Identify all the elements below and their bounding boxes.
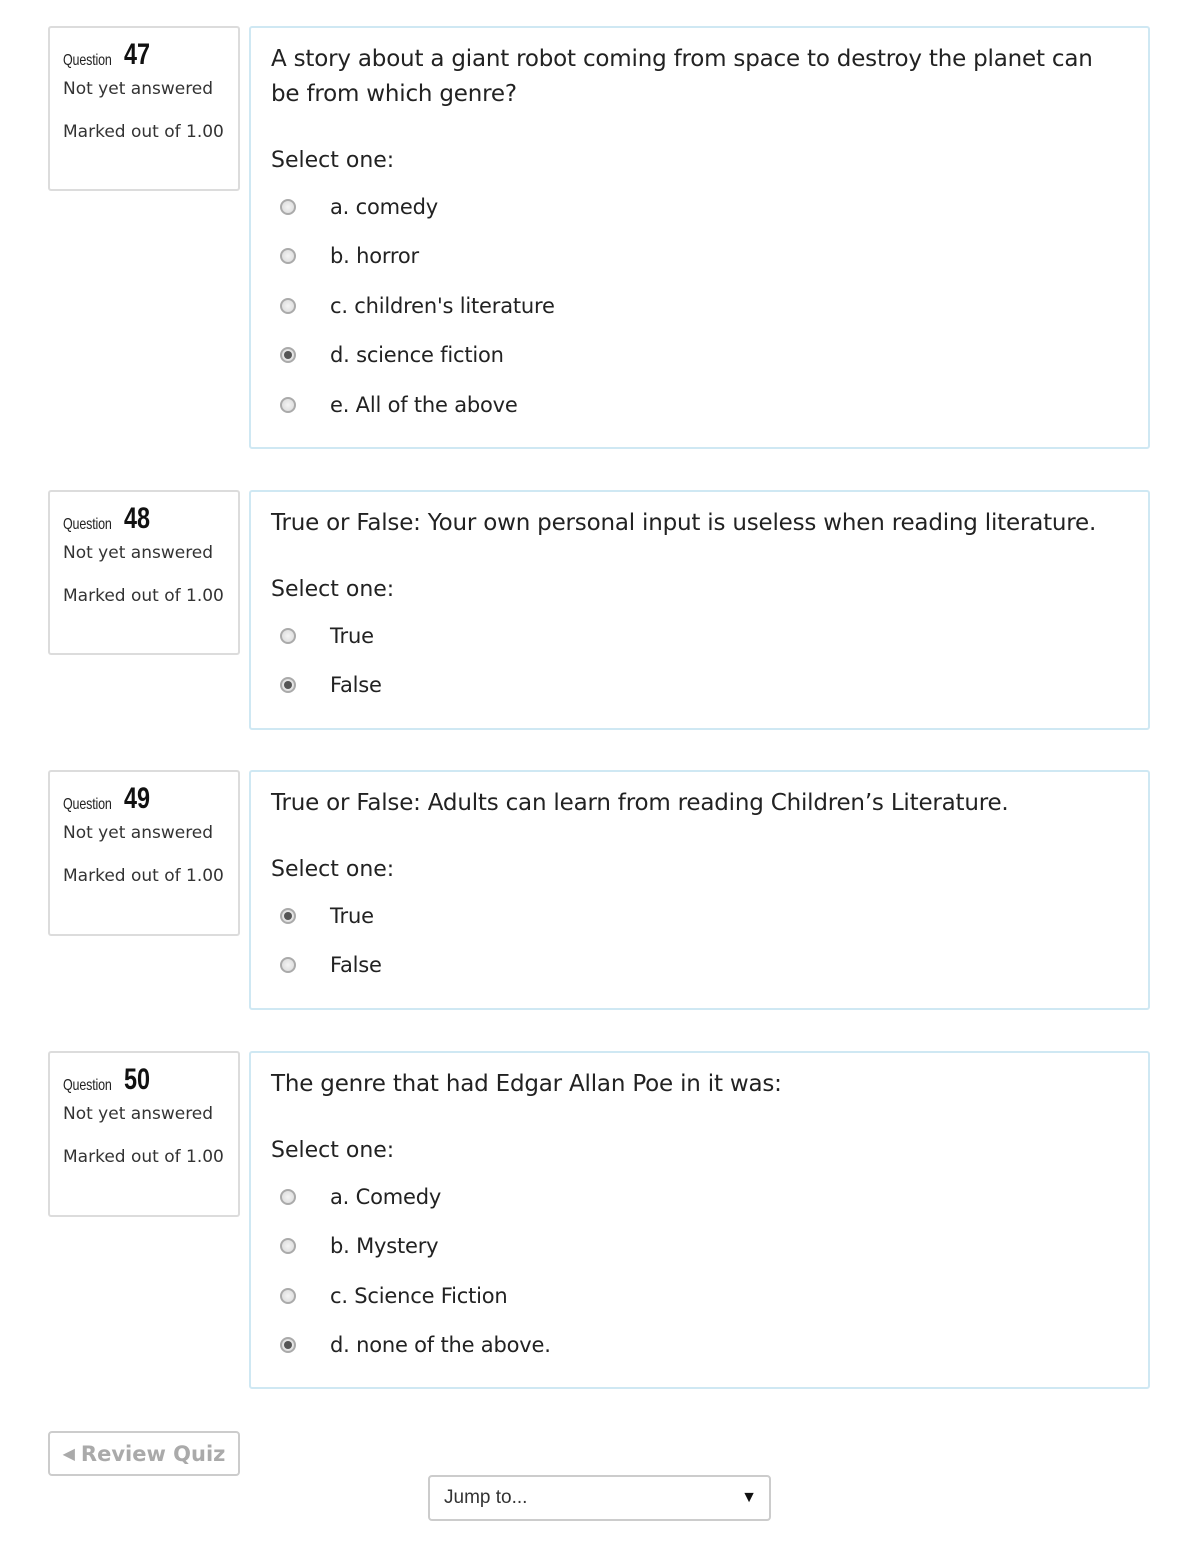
select-one-prompt: Select one:	[271, 1138, 395, 1163]
question-number-row	[63, 504, 226, 534]
radio-button[interactable]	[280, 628, 296, 644]
question-grade: Marked out of 1.00	[63, 1147, 224, 1167]
option-label[interactable]: c. children's literature	[330, 293, 555, 318]
question-number: 48	[124, 502, 151, 535]
question-info	[48, 490, 240, 655]
question-state: Not yet answered	[63, 1104, 214, 1124]
question-number: 50	[124, 1063, 151, 1096]
option-label[interactable]: False	[330, 953, 382, 978]
radio-button[interactable]	[280, 1238, 296, 1254]
radio-button-selected[interactable]	[280, 347, 296, 363]
radio-button[interactable]	[280, 1288, 296, 1304]
select-one-prompt: Select one:	[271, 577, 395, 602]
question-word: Question	[63, 1077, 112, 1094]
radio-button[interactable]	[280, 1189, 296, 1205]
answer-option[interactable]	[271, 661, 1128, 711]
option-label[interactable]: c. Science Fiction	[330, 1283, 508, 1308]
question-info	[48, 770, 240, 936]
question-number-row	[63, 40, 226, 70]
radio-button[interactable]	[280, 298, 296, 314]
option-label[interactable]: a. comedy	[330, 194, 438, 219]
answer-option[interactable]	[271, 281, 1128, 331]
answer-option[interactable]	[271, 1222, 1128, 1272]
option-label[interactable]: True	[330, 903, 374, 928]
left-triangle-icon: ◀	[62, 1444, 75, 1463]
question-content	[249, 26, 1150, 449]
question-word: Question	[63, 796, 112, 813]
question-state: Not yet answered	[63, 79, 214, 99]
question-grade: Marked out of 1.00	[63, 866, 224, 886]
option-label[interactable]: True	[330, 623, 374, 648]
option-label[interactable]: d. science fiction	[330, 343, 504, 368]
answer-option[interactable]	[271, 182, 1128, 232]
answer-option[interactable]	[271, 232, 1128, 282]
answer-option[interactable]	[271, 1271, 1128, 1321]
question-text: The genre that had Edgar Allan Poe in it was:	[271, 1071, 782, 1097]
question-text: A story about a giant robot coming from space to destroy the planet can be from which genre?	[271, 46, 1093, 107]
question-word: Question	[63, 52, 112, 69]
select-one-prompt: Select one:	[271, 148, 395, 173]
jump-to-select[interactable]	[428, 1475, 771, 1521]
question-text: True or False: Your own personal input is useless when reading literature.	[271, 510, 1097, 536]
answer-option[interactable]	[271, 611, 1128, 661]
radio-button-selected[interactable]	[280, 908, 296, 924]
option-label[interactable]: d. none of the above.	[330, 1333, 551, 1358]
radio-button[interactable]	[280, 397, 296, 413]
answer-option[interactable]	[271, 1172, 1128, 1222]
question-number: 47	[124, 38, 151, 71]
question-content	[249, 770, 1150, 1010]
question-info	[48, 26, 240, 191]
radio-button-selected[interactable]	[280, 677, 296, 693]
select-one-prompt: Select one:	[271, 857, 395, 882]
question-state: Not yet answered	[63, 543, 214, 563]
option-label[interactable]: e. All of the above	[330, 392, 518, 417]
review-quiz-button[interactable]	[48, 1431, 240, 1476]
review-quiz-label: Review Quiz	[80, 1441, 226, 1466]
answer-option[interactable]	[271, 380, 1128, 430]
option-label[interactable]: b. Mystery	[330, 1234, 439, 1259]
question-number-row	[63, 784, 226, 814]
question-number-row	[63, 1065, 226, 1095]
question-grade: Marked out of 1.00	[63, 122, 224, 142]
question-content	[249, 490, 1150, 730]
option-label[interactable]: b. horror	[330, 244, 419, 269]
question-state: Not yet answered	[63, 823, 214, 843]
question-grade: Marked out of 1.00	[63, 586, 224, 606]
radio-button[interactable]	[280, 248, 296, 264]
dropdown-caret-icon: ▼	[741, 1489, 757, 1506]
option-label[interactable]: False	[330, 673, 382, 698]
answer-option[interactable]	[271, 1321, 1128, 1371]
question-text: True or False: Adults can learn from reading Children’s Literature.	[271, 790, 1009, 816]
question-content	[249, 1051, 1150, 1389]
radio-button-selected[interactable]	[280, 1337, 296, 1353]
answer-option[interactable]	[271, 941, 1128, 991]
answer-option[interactable]	[271, 891, 1128, 941]
radio-button[interactable]	[280, 957, 296, 973]
question-number: 49	[124, 782, 151, 815]
radio-button[interactable]	[280, 199, 296, 215]
question-word: Question	[63, 516, 112, 533]
jump-to-label: Jump to...	[444, 1487, 528, 1508]
answer-option[interactable]	[271, 331, 1128, 381]
question-info	[48, 1051, 240, 1217]
option-label[interactable]: a. Comedy	[330, 1184, 442, 1209]
